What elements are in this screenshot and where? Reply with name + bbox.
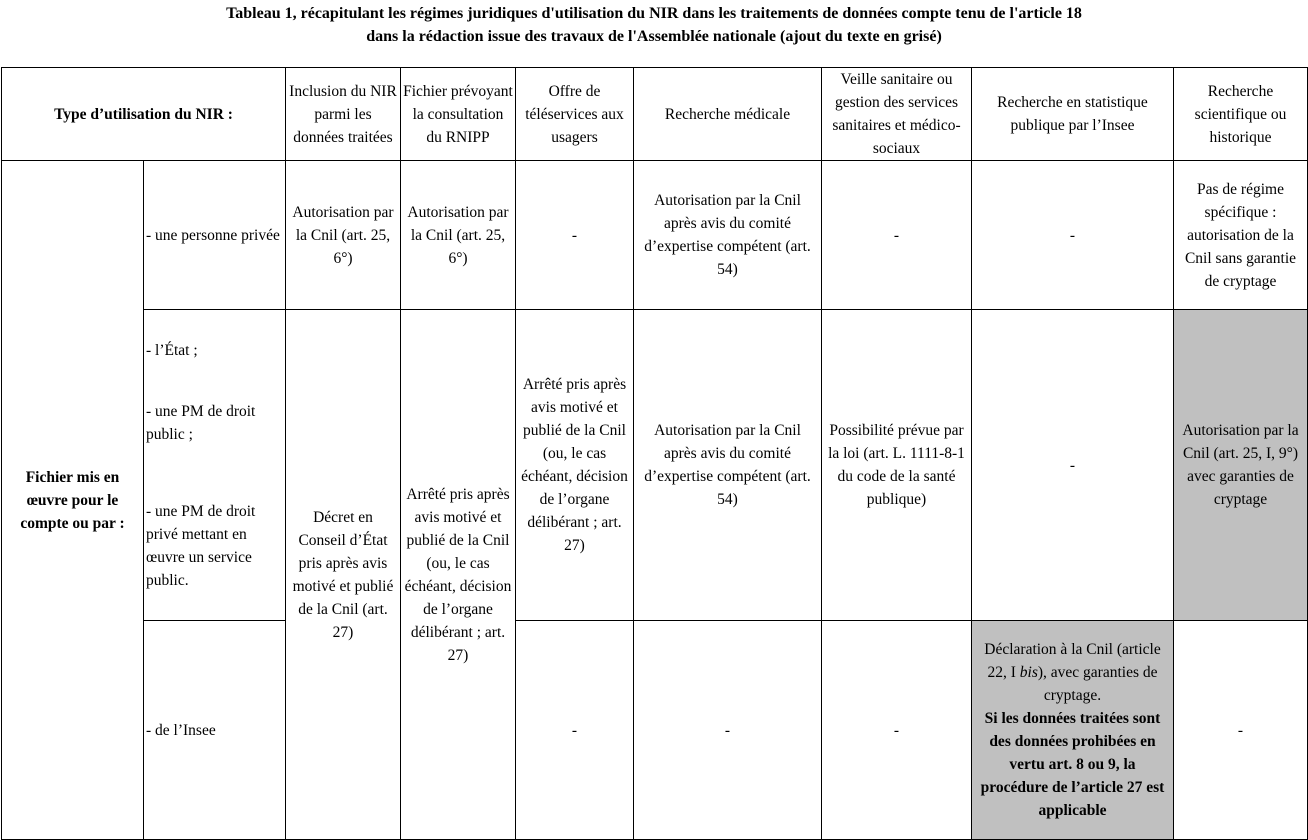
cell-prive-teleservices: - [516,161,634,310]
cell-insee-insee [972,621,1174,840]
cell-prive-rnipp: Autorisation par la Cnil (art. 25, 6°) [401,161,516,310]
cell-etat-medicale: Autorisation par la Cnil après avis du comité d’expertise compétent (art. 54) [634,310,822,621]
cell-prive-scientifique: Pas de régime spécifique : autorisation de la Cnil sans garantie de cryptage [1174,161,1308,310]
cell-insee-medicale: - [634,621,822,840]
cell-insee-teleservices: - [516,621,634,840]
cell-insee-scientifique: - [1174,621,1308,840]
cell-etat-inclusion: Décret en Conseil d’État pris après avis motivé et publié de la Cnil (art. 27) [286,310,401,840]
cell-etat-insee: - [972,310,1174,621]
row-label-etat-3: - une PM de droit privé mettant en œuvre un service public. [146,502,256,589]
table-caption [0,2,1308,48]
row-label-etat [144,310,286,621]
insee-declaration-bis: bis [1019,664,1038,681]
row-type-header: Type d’utilisation du NIR : [2,68,286,161]
cell-etat-rnipp: Arrêté pris après avis motivé et publié de la Cnil (ou, le cas échéant, décision de l’organe délibérant ; art. 27) [401,310,516,840]
cell-insee-veille: - [822,621,972,840]
caption-line-2: dans la rédaction issue des travaux de l'Assemblée nationale (ajout du texte en grisé) [366,28,942,45]
insee-declaration-text-1: Déclaration à la Cnil (article 22, I [984,641,1161,681]
row-label-etat-2: - une PM de droit public ; [146,402,256,443]
header-row [2,68,1308,161]
col-header-medicale: Recherche médicale [634,68,822,161]
table-row-personne-privee [2,161,1308,310]
caption-line-1: Tableau 1, récapitulant les régimes juridiques d'utilisation du NIR dans les traitements de données compte tenu de l'article 18 [226,5,1082,22]
insee-declaration-text-2: ), avec garanties de cryptage. [1037,664,1158,704]
cell-etat-teleservices: Arrêté pris après avis motivé et publié de la Cnil (ou, le cas échéant, décision de l’organe délibérant ; art. 27) [516,310,634,621]
table-row-insee [2,621,1308,840]
col-header-teleservices: Offre de téléservices aux usagers [516,68,634,161]
cell-prive-veille: - [822,161,972,310]
row-label-personne-privee: - une personne privée [144,161,286,310]
insee-prohibited-data-note: Si les données traitées sont des données prohibées en vertu art. 8 ou 9, la procédure de l’article 27 est applicable [980,710,1165,819]
col-header-scientifique: Recherche scientifique ou historique [1174,68,1308,161]
col-header-rnipp: Fichier prévoyant la consultation du RNIPP [401,68,516,161]
col-header-inclusion: Inclusion du NIR parmi les données traitées [286,68,401,161]
cell-prive-insee: - [972,161,1174,310]
cell-prive-medicale: Autorisation par la Cnil après avis du comité d’expertise compétent (art. 54) [634,161,822,310]
col-header-veille: Veille sanitaire ou gestion des services sanitaires et médico-sociaux [822,68,972,161]
cell-prive-inclusion: Autorisation par la Cnil (art. 25, 6°) [286,161,401,310]
row-label-etat-1: - l’État ; [146,341,198,359]
cell-etat-veille: Possibilité prévue par la loi (art. L. 1111-8-1 du code de la santé publique) [822,310,972,621]
cell-etat-scientifique: Autorisation par la Cnil (art. 25, I, 9°) avec garanties de cryptage [1174,310,1308,621]
side-label: Fichier mis en œuvre pour le compte ou par : [2,161,144,840]
row-label-insee: - de l’Insee [144,621,286,840]
col-header-insee: Recherche en statistique publique par l’Insee [972,68,1174,161]
table-row-etat [2,310,1308,621]
nir-regimes-table [1,67,1308,840]
